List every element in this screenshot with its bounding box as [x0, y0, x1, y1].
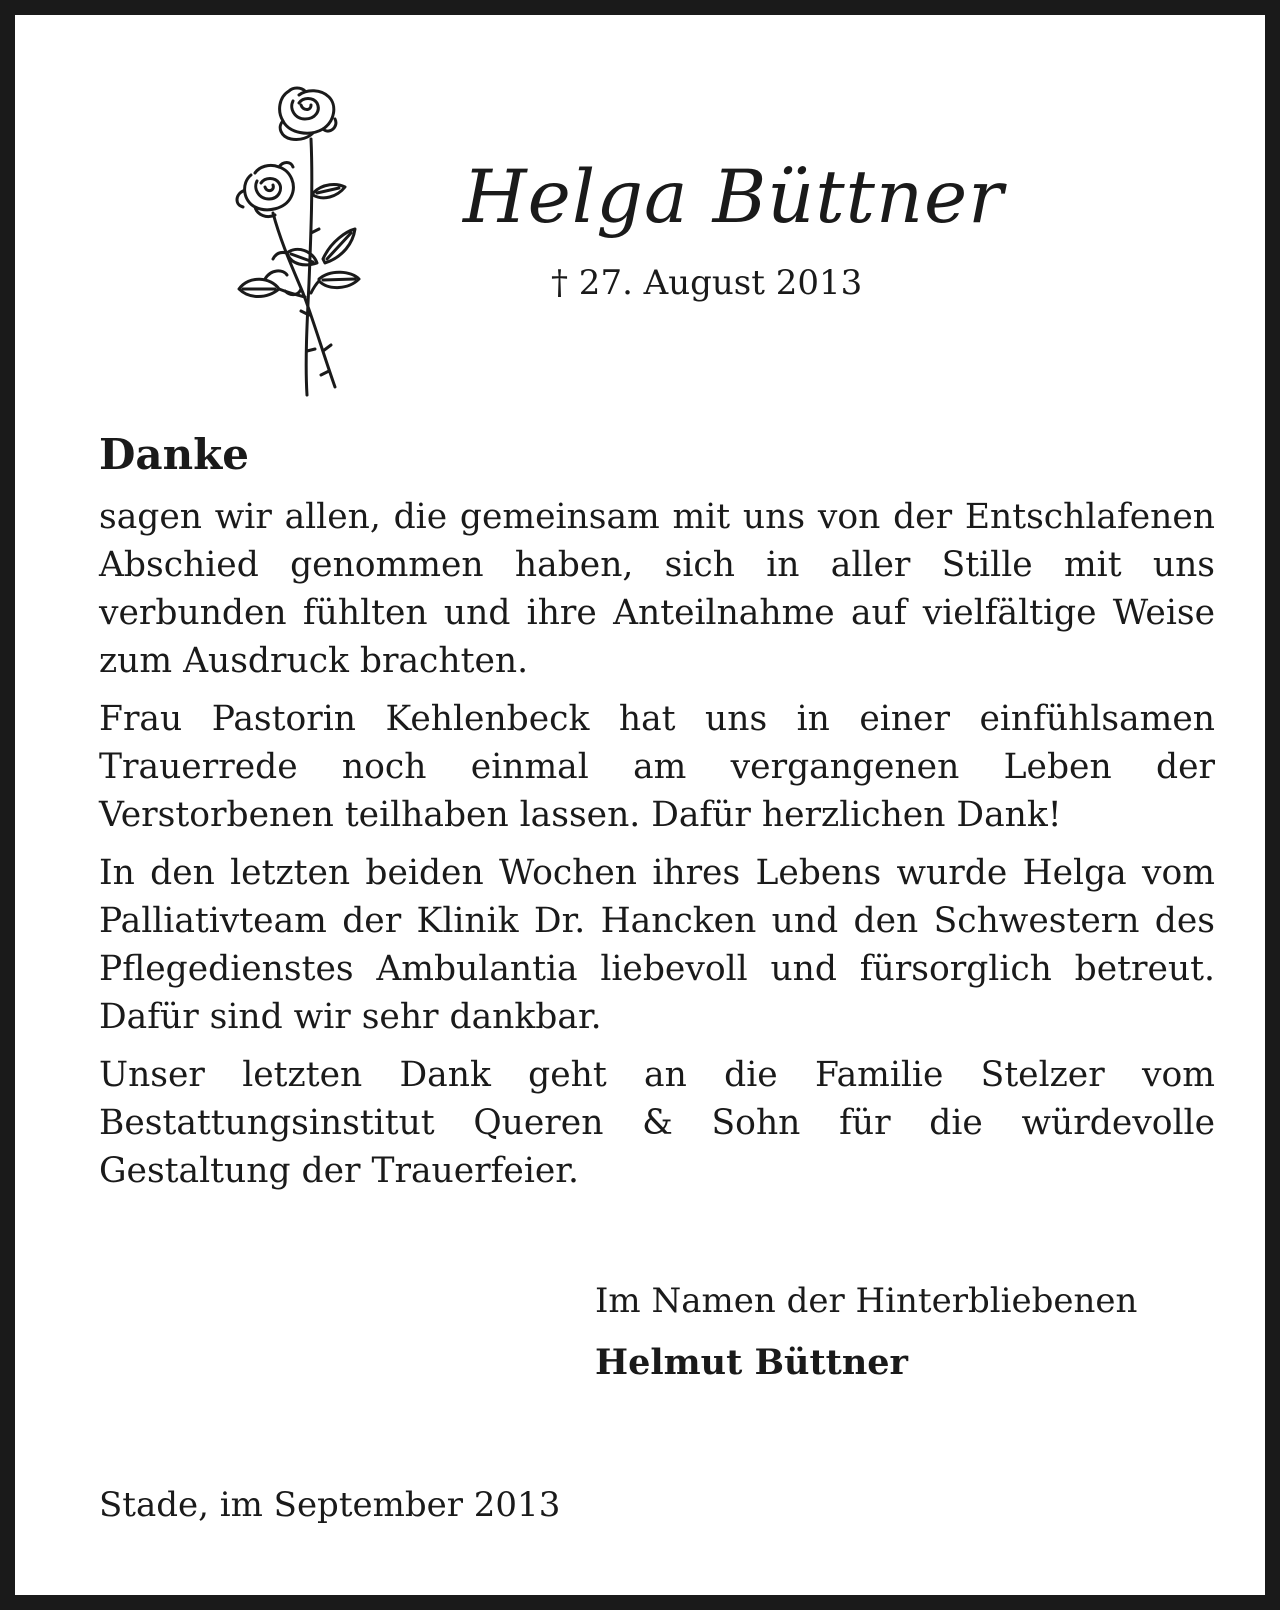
paragraph-thanks-all: sagen wir allen, die gemeinsam mit uns von der Entschlafenen Abschied genommen haben, sich in aller Stille mit uns verbunden fühlten und ihre Anteilnahme auf vielfältige Weise zum Ausdruck brachten. — [99, 497, 1215, 681]
thanks-heading: Danke — [99, 430, 249, 479]
place-date: Stade, im September 2013 — [99, 1485, 561, 1525]
signature-name: Helmut Büttner — [595, 1342, 908, 1383]
paragraph-pastor: Frau Pastorin Kehlenbeck hat uns in einer einfühlsamen Trauerrede noch einmal am vergangenen Leben der Verstorbenen teilhaben lassen. Dafür herzlichen Dank! — [99, 699, 1215, 835]
death-date: † 27. August 2013 — [551, 263, 863, 303]
deceased-name: Helga Büttner — [463, 155, 1005, 240]
closing-line: Im Namen der Hinterbliebenen — [595, 1281, 1138, 1321]
rose-icon — [227, 83, 372, 403]
paragraph-funeral-home: Unser letzten Dank geht an die Familie Stelzer vom Bestattungsinstitut Queren & Sohn für die würdevolle Gestaltung der Trauerfeier. — [99, 1055, 1215, 1191]
paragraph-care-team: In den letzten beiden Wochen ihres Lebens wurde Helga vom Palliativteam der Klinik Dr. Hancken und den Schwestern des Pflegedienstes Ambulantia liebevoll und fürsorglich betreut. Dafür sind wir sehr dankbar. — [99, 853, 1215, 1037]
notice-body — [99, 493, 1215, 1205]
